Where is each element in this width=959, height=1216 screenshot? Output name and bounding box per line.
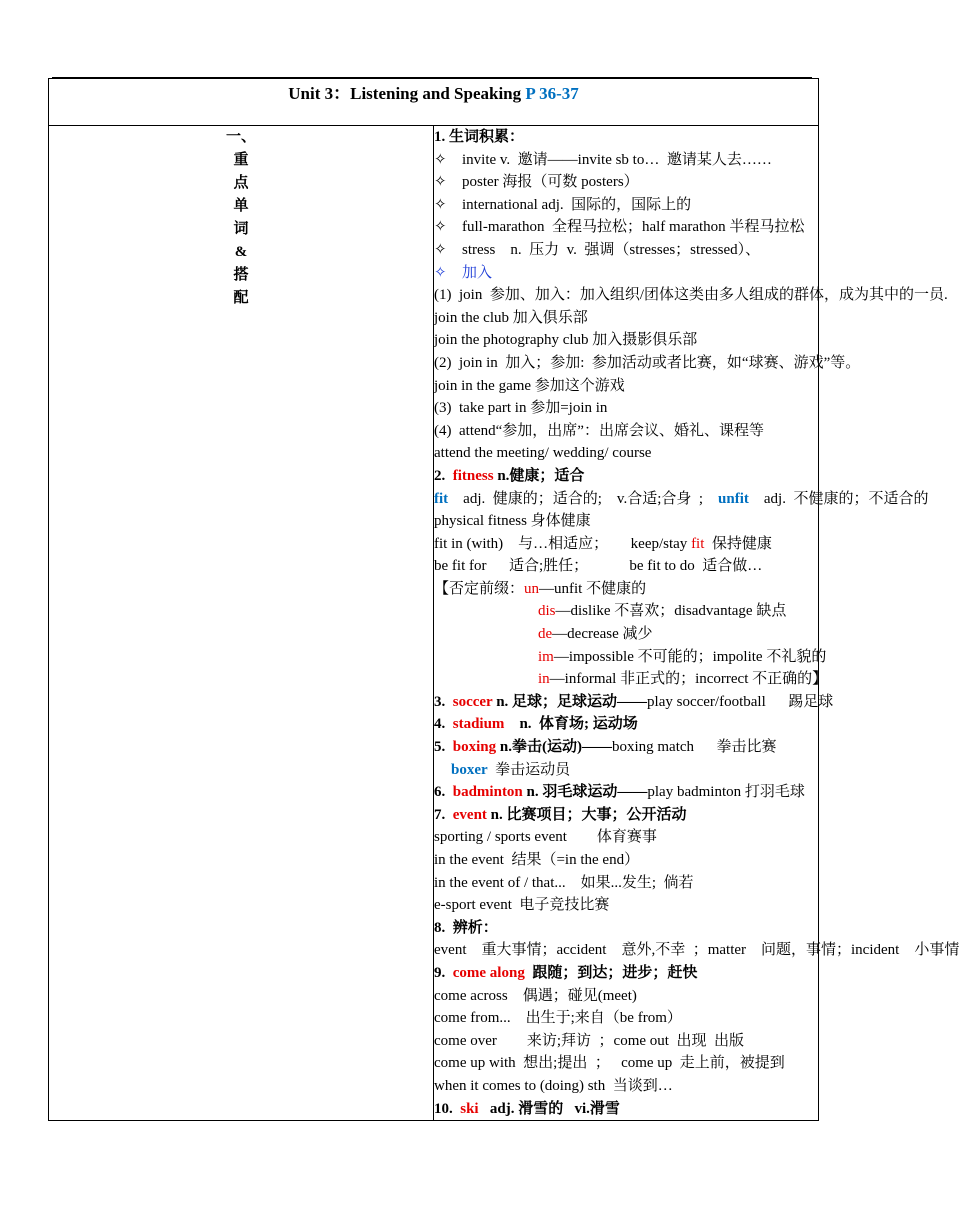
section-label-char: & — [234, 244, 248, 260]
diamond-star-icon: ✧ — [434, 241, 447, 258]
text-line: attend the meeting/ wedding/ course — [434, 445, 652, 462]
heading-vocab: 1. 生词积累： — [434, 129, 525, 145]
heading-stadium: 4. stadium n. 体育场; 运动场 — [434, 716, 638, 733]
heading-distinguish: 8. 辨析： — [434, 919, 498, 936]
text-line: boxer 拳击运动员 — [451, 761, 571, 778]
diamond-star-icon: ✧ — [434, 174, 447, 191]
diamond-star-icon: ✧ — [434, 264, 447, 281]
text-line: in the event 结果（=in the end） — [434, 852, 640, 868]
text-line: e-sport event 电子竞技比赛 — [434, 897, 610, 914]
text-line: dis—dislike 不喜欢；disadvantage 缺点 — [538, 603, 787, 620]
bullet-item-join: ✧ 加入 — [434, 262, 818, 285]
text-line: be fit for 适合;胜任； be fit to do 适合做… — [434, 558, 763, 575]
heading-soccer: 3. soccer n. 足球；足球运动——play soccer/football 踢足球 — [434, 693, 834, 710]
text-line: in the event of / that... 如果...发生; 倘若 — [434, 874, 694, 891]
heading-boxing: 5. boxing n.拳击(运动)——boxing match 拳击比赛 — [434, 739, 777, 756]
text-line: 【否定前缀：un—unfit 不健康的 — [434, 580, 647, 597]
vocabulary-content — [434, 126, 959, 1121]
text-line: in—informal 非正式的；incorrect 不正确的】 — [538, 671, 828, 688]
text-line: join the club 加入俱乐部 — [434, 309, 588, 326]
text-line: (2) join in 加入；参加: 参加活动或者比赛，如“球赛、游戏”等。 — [434, 354, 861, 371]
section-label-char: 配 — [233, 290, 249, 306]
heading-badminton: 6. badminton n. 羽毛球运动——play badminton 打羽毛球 — [434, 784, 805, 801]
text-line: event 重大事情；accident 意外,不幸 ；matter 问题，事情；incident 小事情 — [434, 942, 959, 959]
text-line: fit adj. 健康的；适合的; v.合适;合身 ; unfit adj. 不健康的；不适合的 — [434, 490, 929, 507]
section-label-char: 一、 — [225, 129, 256, 145]
section-label-cell — [49, 126, 434, 1121]
diamond-star-icon: ✧ — [434, 151, 447, 168]
text-line: physical fitness 身体健康 — [434, 513, 591, 530]
text-line: come up with 想出;提出 ； come up 走上前，被提到 — [434, 1055, 785, 1072]
text-line: come across 偶遇；碰见(meet) — [434, 987, 637, 1004]
bullet-item: ✧ international adj. 国际的，国际上的 — [434, 194, 818, 217]
section-label-char: 搭 — [233, 267, 249, 283]
text-line: fit in (with) 与…相适应； keep/stay fit 保持健康 — [434, 535, 772, 552]
text-line: come over 来访;拜访 ；come out 出现 出版 — [434, 1032, 744, 1049]
heading-fitness: 2. fitness n.健康；适合 — [434, 467, 585, 484]
diamond-star-icon: ✧ — [434, 196, 447, 213]
bullet-item: ✧ poster 海报（可数 posters） — [434, 171, 818, 194]
section-label-char: 重 — [233, 152, 249, 168]
bullet-item: ✧ invite v. 邀请——invite sb to… 邀请某人去…… — [434, 149, 818, 172]
text-line: de—decrease 减少 — [538, 626, 653, 643]
bullet-item: ✧ stress n. 压力 v. 强调（stresses；stressed）、 — [434, 239, 818, 262]
diamond-star-icon: ✧ — [434, 219, 447, 236]
section-label-char: 单 — [233, 198, 249, 214]
bullet-item: ✧ full-marathon 全程马拉松；half marathon 半程马拉松 — [434, 216, 818, 239]
text-line: (1) join 参加、加入：加入组织/团体这类由多人组成的群体，成为其中的一员. — [434, 287, 948, 304]
page-title: Unit 3：Listening and Speaking — [288, 84, 526, 103]
notes-table — [48, 78, 959, 1121]
section-label-char: 词 — [233, 221, 249, 237]
heading-event: 7. event n. 比赛项目；大事；公开活动 — [434, 806, 687, 823]
section-label-char: 点 — [233, 175, 249, 191]
page-range: P 36-37 — [525, 84, 579, 103]
title-cell — [49, 79, 819, 126]
text-line: join the photography club 加入摄影俱乐部 — [434, 332, 698, 349]
text-line: (3) take part in 参加=join in — [434, 400, 608, 417]
text-line: (4) attend“参加，出席”：出席会议、婚礼、课程等 — [434, 422, 764, 439]
heading-come-along: 9. come along 跟随；到达；进步；赶快 — [434, 964, 698, 981]
text-line: come from... 出生于;来自（be from） — [434, 1010, 682, 1027]
heading-ski: 10. ski adj. 滑雪的 vi.滑雪 — [434, 1100, 620, 1117]
text-line: sporting / sports event 体育赛事 — [434, 829, 657, 846]
text-line: join in the game 参加这个游戏 — [434, 377, 625, 394]
text-line: im—impossible 不可能的；impolite 不礼貌的 — [538, 648, 827, 665]
text-line: when it comes to (doing) sth 当谈到… — [434, 1077, 673, 1094]
